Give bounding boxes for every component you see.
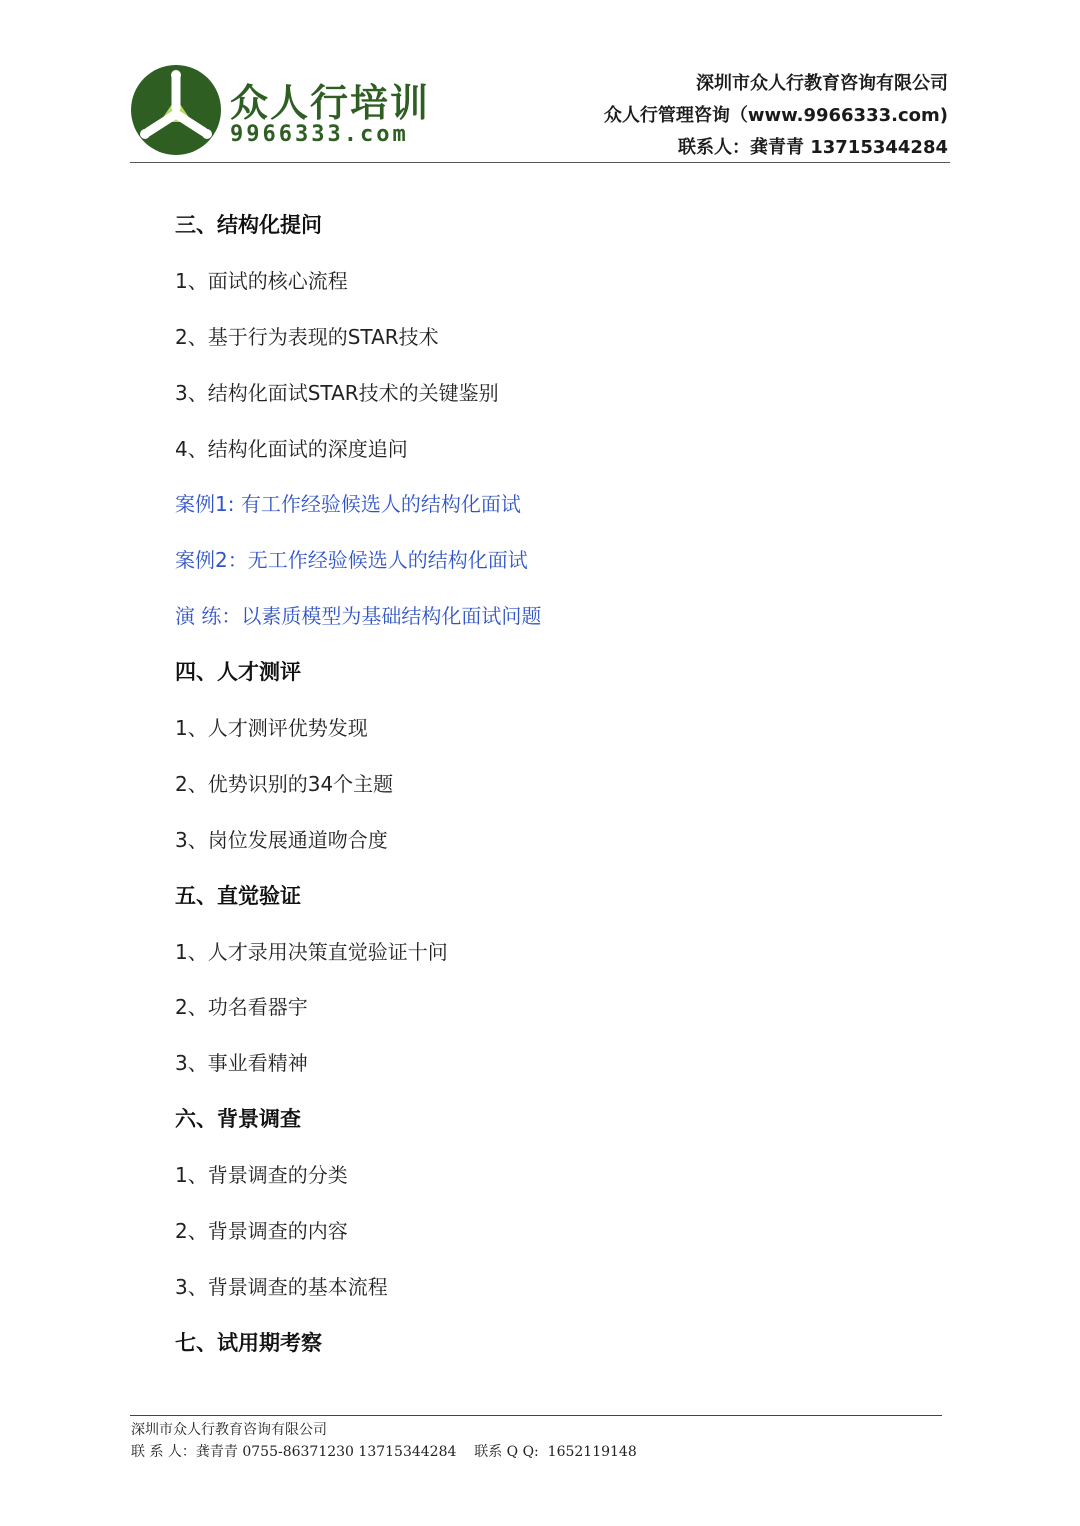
exercise-item: 演 练：以素质模型为基础结构化面试问题 (175, 604, 542, 629)
outline-item: 4、结构化面试的深度追问 (175, 436, 408, 461)
logo-emblem-icon (130, 64, 222, 156)
outline-item: 3、背景调查的基本流程 (175, 1274, 388, 1299)
outline-item: 2、优势识别的34个主题 (175, 771, 394, 796)
page-header (130, 58, 950, 162)
footer-contact: 联 系 人：龚青青 0755-86371230 13715344284 联系 Q Q: 1652119148 (131, 1444, 637, 1460)
outline-item: 1、面试的核心流程 (175, 268, 348, 293)
company-info (604, 68, 948, 164)
outline-item: 1、人才录用决策直觉验证十问 (175, 939, 448, 964)
section-heading: 四、人才测评 (175, 660, 301, 685)
logo-domain: 9966333.com (230, 122, 409, 147)
page-footer (131, 1419, 637, 1463)
case-study-item: 案例2：无工作经验候选人的结构化面试 (175, 548, 528, 573)
company-name: 深圳市众人行教育咨询有限公司 (696, 73, 948, 94)
outline-item: 3、事业看精神 (175, 1051, 308, 1076)
section-heading: 七、试用期考察 (175, 1330, 322, 1355)
outline-item: 2、功名看器宇 (175, 995, 308, 1020)
outline-item: 1、人才测评优势发现 (175, 716, 368, 741)
section-heading: 三、结构化提问 (175, 213, 322, 237)
logo-name: 众人行培训 (230, 80, 431, 125)
outline-item: 3、岗位发展通道吻合度 (175, 827, 388, 852)
footer-company: 深圳市众人行教育咨询有限公司 (131, 1422, 327, 1438)
company-website: 众人行管理咨询（www.9966333.com) (603, 105, 948, 126)
outline-item: 3、结构化面试STAR技术的关键鉴别 (175, 380, 499, 405)
company-contact: 联系人：龚青青 13715344284 (677, 137, 948, 158)
outline-item: 1、背景调查的分类 (175, 1163, 348, 1188)
outline-item: 2、基于行为表现的STAR技术 (175, 324, 439, 349)
section-heading: 五、直觉验证 (175, 883, 301, 908)
course-outline (175, 198, 935, 1372)
company-logo (130, 64, 430, 160)
footer-divider (130, 1415, 942, 1416)
header-divider (130, 162, 950, 163)
case-study-item: 案例1: 有工作经验候选人的结构化面试 (175, 492, 521, 517)
section-heading: 六、背景调查 (175, 1107, 301, 1132)
outline-item: 2、背景调查的内容 (175, 1219, 348, 1244)
